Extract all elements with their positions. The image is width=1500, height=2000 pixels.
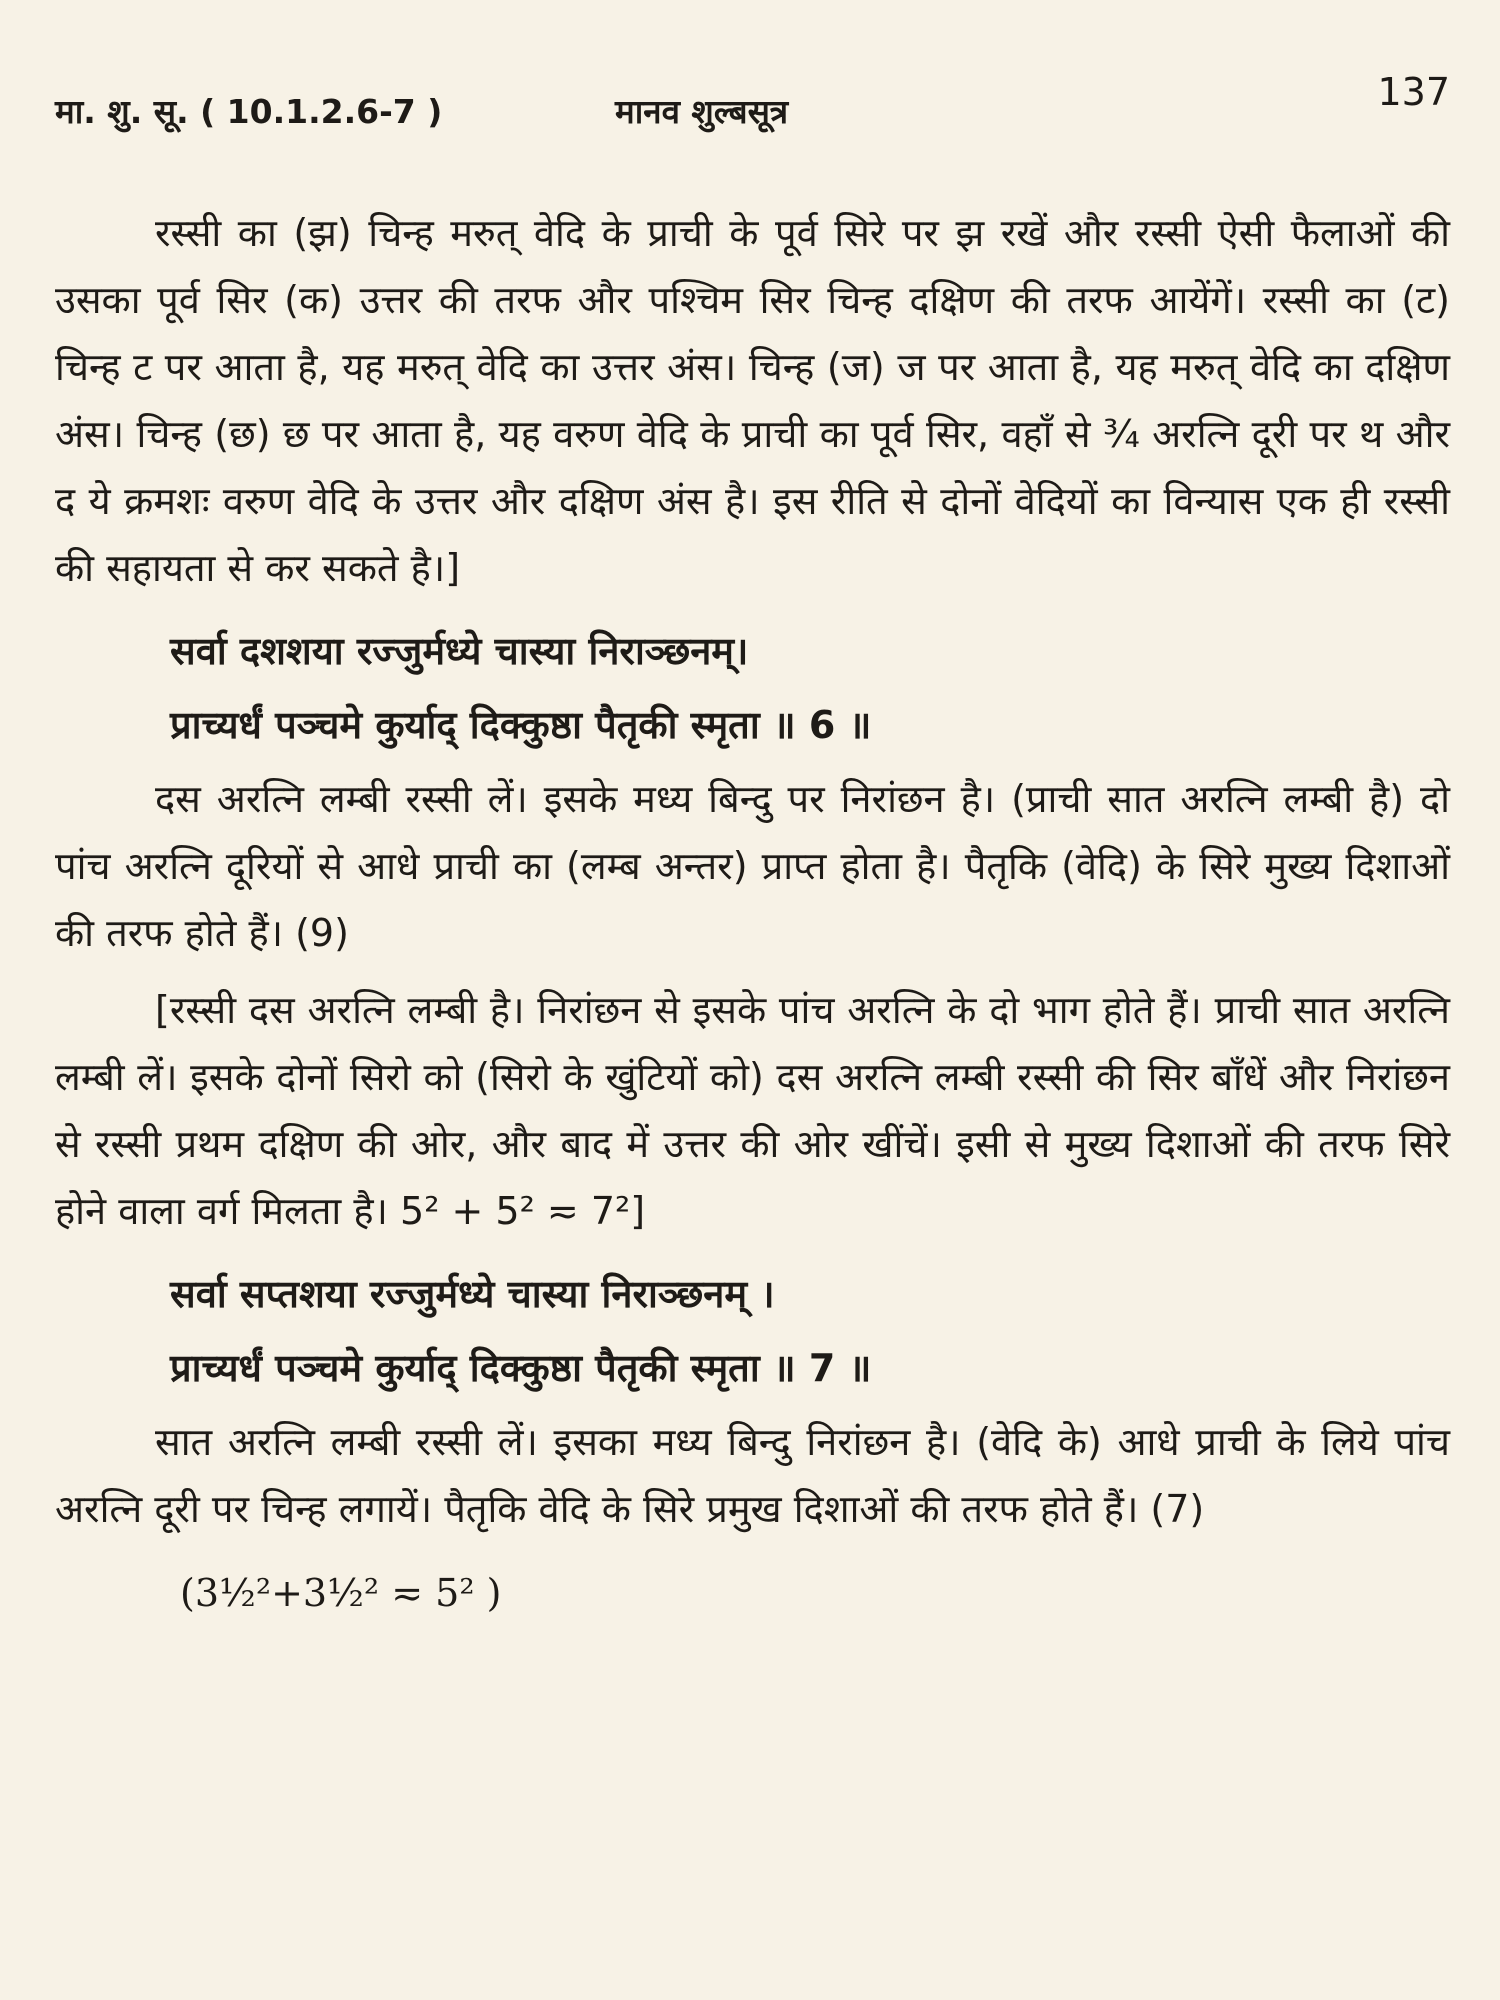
sutra-7-line-1: सर्वा सप्तशया रज्जुर्मध्ये चास्या निराञ्छनम् । [170, 1272, 775, 1316]
paragraph-commentary-6: [रस्सी दस अरत्नि लम्बी है। निरांछन से इसके पांच अरत्नि के दो भाग होते हैं। प्राची सात अरत्नि लम्बी लें। इसके दोनों सिरो को (सिरो के खुंटियों को) दस अरत्नि लम्बी रस्सी की सिर बाँधें और निरांछन से रस्सी प्रथम दक्षिण की ओर, और बाद में उत्तर की ओर खींचें। इसी से मुख्य दिशाओं की तरफ सिरे होने वाला वर्ग मिलता है। 5² + 5² ≂ 7²] [55, 988, 1450, 1233]
page-number: 137 [1377, 70, 1450, 114]
page-body [55, 200, 1450, 1623]
formula-line: (3½²+3½² ≂ 5² ) [180, 1571, 502, 1615]
paragraph-translation-7: सात अरत्नि लम्बी रस्सी लें। इसका मध्य बिन्दु निरांछन है। (वेदि के) आधे प्राची के लिये पांच अरत्नि दूरी पर चिन्ह लगायें। पैतृकि वेदि के सिरे प्रमुख दिशाओं की तरफ होते हैं। (7) [55, 1420, 1450, 1531]
book-title: मानव शुल्बसूत्र [615, 92, 789, 131]
paragraph-explanation-continued: रस्सी का (झ) चिन्ह मरुत् वेदि के प्राची के पूर्व सिरे पर झ रखें और रस्सी ऐसी फैलाओं की उसका पूर्व सिर (क) उत्तर की तरफ और पश्चिम सिर चिन्ह दक्षिण की तरफ आयेंगें। रस्सी का (ट) चिन्ह ट पर आता है, यह मरुत् वेदि का उत्तर अंस। चिन्ह (ज) ज पर आता है, यह मरुत् वेदि का दक्षिण अंस। चिन्ह (छ) छ पर आता है, यह वरुण वेदि के प्राची का पूर्व सिर, वहाँ से ¾ अरत्नि दूरी पर थ और द ये क्रमशः वरुण वेदि के उत्तर और दक्षिण अंस है। इस रीति से दोनों वेदियों का विन्यास एक ही रस्सी की सहायता से कर सकते है।] [55, 211, 1450, 590]
paragraph-translation-6: दस अरत्नि लम्बी रस्सी लें। इसके मध्य बिन्दु पर निरांछन है। (प्राची सात अरत्नि लम्बी है) दो पांच अरत्नि दूरियों से आधे प्राची का (लम्ब अन्तर) प्राप्त होता है। पैतृकि (वेदि) के सिरे मुख्य दिशाओं की तरफ होते हैं। (9) [55, 777, 1450, 955]
sutra-7-line-2: प्राच्यर्धं पञ्चमे कुर्याद् दिक्कुष्ठा पैतृकी स्मृता ॥ 7 ॥ [170, 1346, 872, 1390]
sutra-6-line-1: सर्वा दशशया रज्जुर्मध्ये चास्या निराञ्छनम्। [170, 629, 749, 673]
section-reference: मा. शु. सू. ( 10.1.2.6-7 ) [55, 92, 443, 131]
sutra-6-line-2: प्राच्यर्धं पञ्चमे कुर्याद् दिक्कुष्ठा पैतृकी स्मृता ॥ 6 ॥ [170, 703, 872, 747]
running-header [55, 70, 1450, 130]
